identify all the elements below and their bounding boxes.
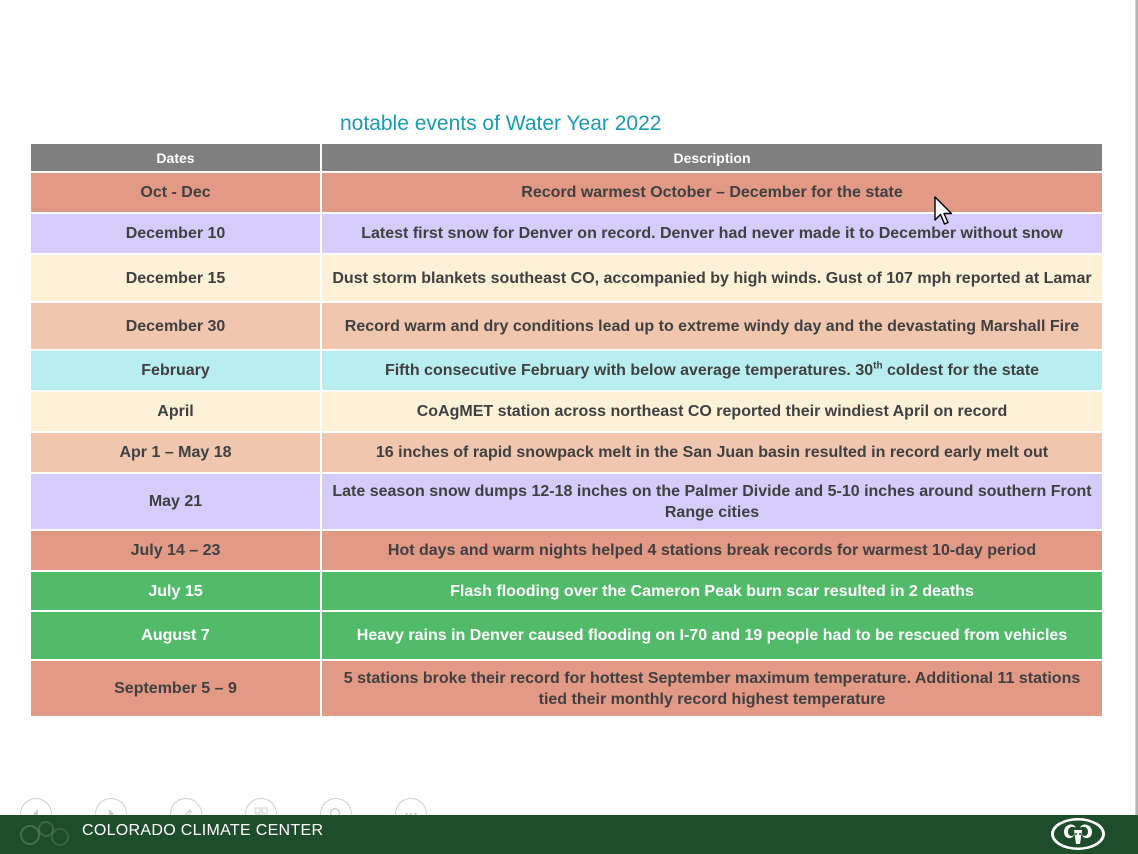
decorative-swirl-icon [16, 815, 72, 851]
event-date: September 5 – 9 [30, 660, 321, 717]
event-description-text: Fifth consecutive February with below average temperatures. 30 [384, 362, 874, 379]
table-row [30, 432, 1103, 473]
footer-bar [0, 815, 1138, 854]
csu-ram-logo-icon [1050, 816, 1106, 852]
event-date: Apr 1 – May 18 [30, 432, 321, 473]
event-description: Late season snow dumps 12-18 inches on the Palmer Divide and 5-10 inches around southern Front Range cities [321, 473, 1103, 530]
table-row [30, 302, 1103, 350]
mouse-cursor-icon [934, 196, 954, 228]
table-row [30, 254, 1103, 302]
table-row [30, 350, 1103, 391]
event-description: 16 inches of rapid snowpack melt in the San Juan basin resulted in record early melt out [321, 432, 1103, 473]
event-description-text-end: coldest for the state [882, 362, 1040, 379]
table-row [30, 611, 1103, 660]
event-description: Dust storm blankets southeast CO, accompanied by high winds. Gust of 107 mph reported at Lamar [321, 254, 1103, 302]
organization-name: COLORADO CLIMATE CENTER [82, 822, 324, 839]
event-description: 5 stations broke their record for hottest September maximum temperature. Additional 11 stations tied their monthly record highest temperature [321, 660, 1103, 717]
event-description: Record warm and dry conditions lead up to extreme windy day and the devastating Marshall Fire [321, 302, 1103, 350]
event-description [321, 350, 1103, 391]
table-row [30, 391, 1103, 432]
event-date: July 14 – 23 [30, 530, 321, 571]
event-date: April [30, 391, 321, 432]
event-date: May 21 [30, 473, 321, 530]
table-header-row [30, 143, 1103, 172]
table-row [30, 530, 1103, 571]
event-description: Latest first snow for Denver on record. Denver had never made it to December without snow [321, 213, 1103, 254]
event-description: Heavy rains in Denver caused flooding on I-70 and 19 people had to be rescued from vehicles [321, 611, 1103, 660]
event-date: December 10 [30, 213, 321, 254]
event-date: December 30 [30, 302, 321, 350]
event-description: CoAgMET station across northeast CO reported their windiest April on record [321, 391, 1103, 432]
event-date: August 7 [30, 611, 321, 660]
event-description: Flash flooding over the Cameron Peak burn scar resulted in 2 deaths [321, 571, 1103, 611]
table-row [30, 473, 1103, 530]
ordinal-suffix: th [873, 360, 883, 372]
dates-header: Dates [30, 143, 321, 172]
event-date: December 15 [30, 254, 321, 302]
event-description: Hot days and warm nights helped 4 stations break records for warmest 10-day period [321, 530, 1103, 571]
event-date: February [30, 350, 321, 391]
event-description: Record warmest October – December for the state [321, 172, 1103, 213]
table-row [30, 660, 1103, 717]
description-header: Description [321, 143, 1103, 172]
events-table [29, 142, 1104, 718]
slide-title: notable events of Water Year 2022 [340, 112, 662, 135]
table-row [30, 571, 1103, 611]
event-date: July 15 [30, 571, 321, 611]
event-date: Oct - Dec [30, 172, 321, 213]
